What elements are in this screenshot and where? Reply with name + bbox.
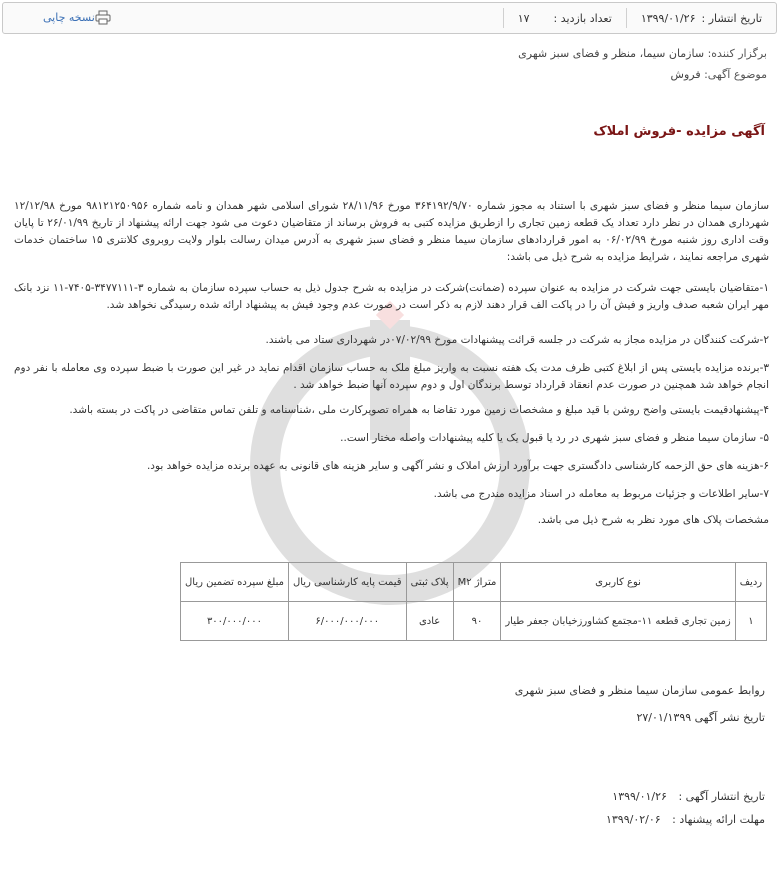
ad-publish-value: ۱۳۹۹/۰۱/۲۶	[612, 790, 667, 803]
condition-5: ۵- سازمان سیما منظر و فضای سبز شهری در رد یا قبول یک یا کلیه پیشنهادات واصله مختار است..	[340, 432, 769, 444]
condition-6: ۶-هزینه های حق الزحمه کارشناسی دادگستری جهت برآورد ارزش املاک و نشر آگهی و سایر هزینه های قانونی به عهده برنده مزایده خواهد بود.	[146, 460, 769, 472]
visit-count-group	[518, 12, 612, 25]
publish-note: تاریخ نشر آگهی ۲۷/۰۱/۱۳۹۹	[636, 711, 765, 724]
condition-3: ۳-برنده مزایده بایستی پس از ابلاغ کتبی ظرف مدت یک هفته نسبت به واریز مبلغ ملک به حساب سازمان اقدام نماید در غیر این صورت با ضبط سپرده وی معامله با نفر دوم انجام خواهد شد همچنین در صورت عدم انعقاد قرارداد توسط برندگان اول و دوم سپرده آنها ضبط خواهد شد .	[14, 362, 769, 391]
cell-area: ۹۰	[453, 602, 501, 641]
cell-deposit: ۳۰۰/۰۰۰/۰۰۰	[181, 602, 289, 641]
intro-paragraph: سازمان سیما منظر و فضای سبز شهری با استناد به مجوز شماره ۳۶۴۱۹۲/۹/۷۰ مورخ ۲۸/۱۱/۹۶ شورای اسلامی شهر همدان و نامه شماره ۹۸۱۲۱۲۵۰۹۵۶ مورخ ۱۲/۱۲/۹۸ شهرداری همدان در نظر دارد تعداد یک قطعه زمین تجاری را ازطریق مزایده کتبی به فروش برساند از متقاضیان دعوت می شود جهت ارائه پیشنهاد از تاریخ ۲۶/۰۱/۹۹ تا پایان وقت اداری روز شنبه مورخ ۰۶/۰۲/۹۹ به امور قراردادهای سازمان سیما منظر و فضای سبز شهری به آدرس میدان رسالت بلوار ولایت روبروی کلانتری ۱۵ ساختمان خدمات شهری مراجعه نمایند ، شرایط مزایده به شرح ذیل می باشد:	[14, 200, 769, 263]
condition-4: ۴-پیشنهادقیمت بایستی واضح روشن با قید مبلغ و مشخصات زمین مورد تقاضا به همراه تصویرکارت ملی ،شناسنامه و تلفن تماس متقاضی در پاکت در بسته باشد.	[69, 404, 769, 416]
ad-publish-label: تاریخ انتشار آگهی :	[678, 790, 765, 803]
col-plaque: پلاک ثبتی	[406, 563, 453, 602]
top-bar	[2, 2, 777, 34]
condition-7: ۷-سایر اطلاعات و جزئیات مربوط به معامله در اسناد مزایده مندرج می باشد.	[433, 488, 769, 500]
lots-table	[180, 562, 767, 641]
table-row	[181, 602, 767, 641]
organizer-line	[518, 47, 767, 60]
condition-2: ۲-شرکت کنندگان در مزایده مجاز به شرکت در جلسه قرائت پیشنهادات مورخ ۰۷/۰۲/۹۹در شهرداری ستاد می باشند.	[265, 334, 769, 346]
publish-date-label: تاریخ انتشار :	[701, 11, 762, 25]
print-label[interactable]: نسخه چاپی	[43, 11, 95, 24]
pr-signature: روابط عمومی سازمان سیما منظر و فضای سبز شهری	[514, 684, 765, 697]
table-intro: مشخصات پلاک های مورد نظر به شرح ذیل می باشد.	[537, 514, 769, 526]
subject-label: موضوع آگهی:	[704, 68, 767, 81]
printer-icon	[95, 10, 111, 25]
subject-value: فروش	[670, 68, 701, 81]
divider	[626, 8, 627, 28]
visit-count-value: ۱۷	[517, 11, 530, 25]
deadline-value: ۱۳۹۹/۰۲/۰۶	[605, 813, 661, 826]
deadline-line	[606, 813, 765, 826]
print-button[interactable]	[43, 10, 117, 25]
cell-usage: زمین تجاری قطعه ۱۱-مجتمع کشاورزخیابان جعفر طیار	[501, 602, 735, 641]
publish-date-group	[641, 12, 762, 25]
condition-1: ۱-متقاضیان بایستی جهت شرکت در مزایده به عنوان سپرده (ضمانت)شرکت در مزایده به شرح جدول ذیل به حساب سپرده سازمان به شماره ۳-۳۴۷۷۱۱۱-۷۴۰۵-۱۱ نزد بانک مهر ایران شعبه صدف واریز و فیش آن را در پاکت الف قرار دهند لازم به ذکر است در صورت عدم وجود فیش به پیشنهاد ارائه شده رسیدگی نخواهد شد.	[14, 282, 769, 311]
cell-row: ۱	[735, 602, 766, 641]
cell-plaque: عادی	[406, 602, 453, 641]
col-row: ردیف	[735, 563, 766, 602]
organizer-label: برگزار کننده:	[707, 47, 767, 60]
organizer-value: سازمان سیما، منظر و فضای سبز شهری	[518, 47, 705, 60]
col-usage: نوع کاربری	[501, 563, 735, 602]
subject-line	[671, 68, 767, 81]
deadline-label: مهلت ارائه پیشنهاد :	[672, 813, 765, 826]
col-deposit: مبلغ سپرده تضمین ریال	[181, 563, 289, 602]
divider	[503, 8, 504, 28]
ad-publish-line	[612, 790, 765, 803]
page-title: آگهی مزایده -فروش املاک	[593, 124, 765, 139]
cell-base-price: ۶/۰۰۰/۰۰۰/۰۰۰	[288, 602, 406, 641]
table-header-row	[181, 563, 767, 602]
col-area: متراژ M۲	[453, 563, 501, 602]
visit-count-label: تعداد بازدید :	[553, 11, 612, 25]
col-base-price: قیمت پایه کارشناسی ریال	[288, 563, 406, 602]
publish-date-value: ۱۳۹۹/۰۱/۲۶	[640, 11, 696, 25]
